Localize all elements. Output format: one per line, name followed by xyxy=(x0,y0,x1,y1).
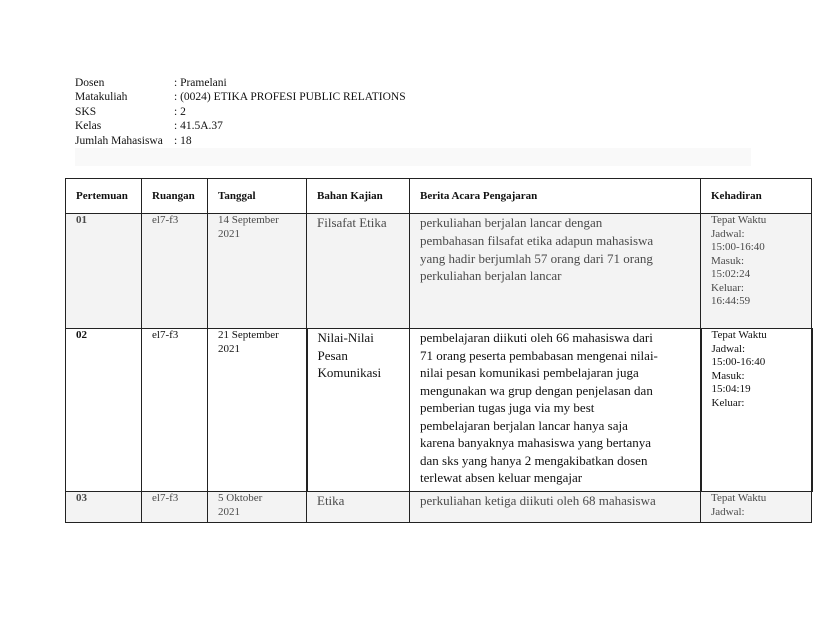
course-info xyxy=(75,76,406,148)
cell-ruangan: el7-f3 xyxy=(142,492,208,523)
column-header-bahan-kajian: Bahan Kajian xyxy=(307,179,410,214)
info-value: : (0024) ETIKA PROFESI PUBLIC RELATIONS xyxy=(174,91,406,104)
divider-band xyxy=(75,148,751,166)
table-row xyxy=(66,214,812,329)
cell-pertemuan: 02 xyxy=(66,329,142,492)
info-row-kelas xyxy=(75,119,406,133)
info-row-sks xyxy=(75,105,406,119)
cell-berita-acara: perkuliahan ketiga diikuti oleh 68 mahasiswa xyxy=(410,492,701,523)
info-row-jumlah-mahasiswa xyxy=(75,134,406,148)
info-label: Jumlah Mahasiswa xyxy=(75,134,163,147)
table-row xyxy=(66,329,812,492)
info-row-matakuliah xyxy=(75,90,406,104)
cell-tanggal: 5 Oktober 2021 xyxy=(208,492,307,523)
cell-kehadiran: Tepat Waktu Jadwal: 15:00-16:40 Masuk: 15:04:19 Keluar: xyxy=(701,329,812,492)
cell-kehadiran: Tepat Waktu Jadwal: 15:00-16:40 Masuk: 15:02:24 Keluar: 16:44:59 xyxy=(701,214,812,329)
table-row xyxy=(66,492,812,523)
info-value: : 41.5A.37 xyxy=(174,120,223,133)
info-label: SKS xyxy=(75,105,97,118)
info-value: : 18 xyxy=(174,134,192,147)
cell-berita-acara: perkuliahan berjalan lancar dengan pembahasan filsafat etika adapun mahasiswa yang hadir berjumlah 57 orang dari 71 orang perkuliahan berjalan lancar xyxy=(410,214,701,329)
column-header-tanggal: Tanggal xyxy=(208,179,307,214)
column-header-pertemuan: Pertemuan xyxy=(66,179,142,214)
table-header-row xyxy=(66,179,812,214)
attendance-table xyxy=(65,178,813,523)
cell-tanggal: 14 September 2021 xyxy=(208,214,307,329)
cell-tanggal: 21 September 2021 xyxy=(208,329,307,492)
cell-ruangan: el7-f3 xyxy=(142,329,208,492)
info-label: Matakuliah xyxy=(75,91,128,104)
cell-bahan-kajian: Filsafat Etika xyxy=(307,214,410,329)
column-header-ruangan: Ruangan xyxy=(142,179,208,214)
cell-kehadiran: Tepat Waktu Jadwal: xyxy=(701,492,812,523)
cell-pertemuan: 01 xyxy=(66,214,142,329)
info-row-dosen xyxy=(75,76,406,90)
info-value: : Pramelani xyxy=(174,77,227,89)
column-header-kehadiran: Kehadiran xyxy=(701,179,812,214)
cell-pertemuan: 03 xyxy=(66,492,142,523)
cell-ruangan: el7-f3 xyxy=(142,214,208,329)
cell-bahan-kajian: Nilai-Nilai Pesan Komunikasi xyxy=(307,329,410,492)
info-label: Dosen xyxy=(75,77,105,89)
column-header-berita-acara: Berita Acara Pengajaran xyxy=(410,179,701,214)
info-value: : 2 xyxy=(174,105,186,118)
cell-bahan-kajian: Etika xyxy=(307,492,410,523)
info-label: Kelas xyxy=(75,120,102,133)
cell-berita-acara: pembelajaran diikuti oleh 66 mahasiswa dari 71 orang peserta pembabasan mengenai nilai- nilai pesan komunikasi pembelajaran juga mengunakan wa grup dengan penjelasan dan pemberian tugas juga via my best pembelajaran berjalan lancar hanya saja karena banyaknya mahasiswa yang bertanya dan sks yang hanya 2 mengakibatkan dosen terlewat absen keluar mengajar xyxy=(410,329,701,492)
